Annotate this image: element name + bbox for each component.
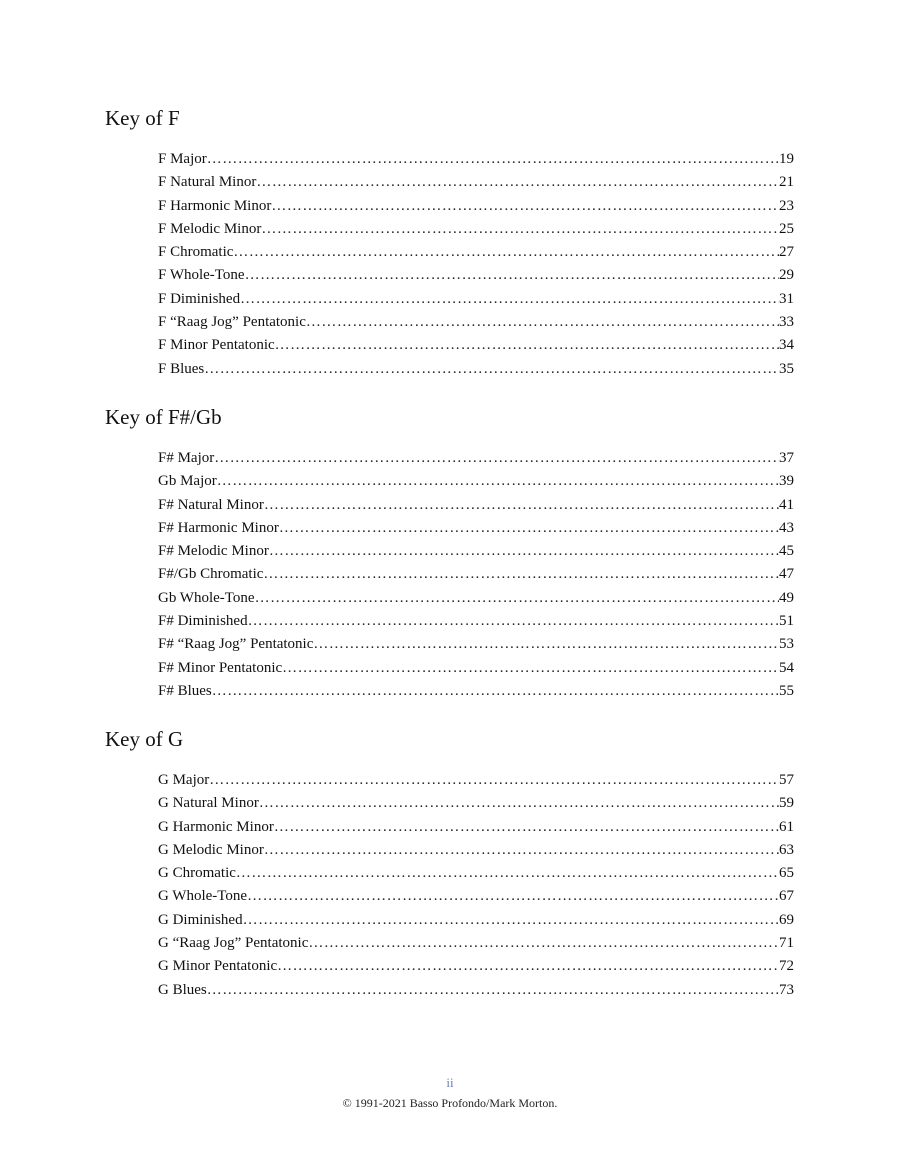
toc-entry-page-number: 63 bbox=[779, 841, 794, 858]
toc-entry-label: F Melodic Minor bbox=[158, 220, 262, 237]
toc-entry bbox=[158, 862, 794, 885]
toc-entry-label: F# “Raag Jog” Pentatonic bbox=[158, 636, 314, 653]
toc-entry-page-number: 61 bbox=[779, 818, 794, 835]
dot-leader bbox=[306, 311, 779, 334]
toc-entry-page-number: 23 bbox=[779, 197, 794, 214]
toc-entry bbox=[158, 148, 794, 171]
toc-entry-label: F Natural Minor bbox=[158, 174, 257, 191]
section-title: Key of F#/Gb bbox=[105, 405, 222, 429]
toc-entry-label: F# Major bbox=[158, 450, 215, 466]
dot-leader bbox=[308, 932, 779, 955]
dot-leader bbox=[243, 909, 779, 932]
dot-leader bbox=[207, 148, 779, 171]
toc-entry-page-number: 51 bbox=[779, 613, 794, 630]
toc-entry-page-number: 21 bbox=[779, 174, 794, 191]
copyright-notice: © 1991-2021 Basso Profondo/Mark Morton. bbox=[342, 1096, 558, 1110]
dot-leader bbox=[277, 955, 779, 978]
toc-entry-page-number: 29 bbox=[779, 267, 794, 284]
toc-entry-label: F# Harmonic Minor bbox=[158, 519, 279, 536]
toc-entry bbox=[158, 517, 794, 540]
toc-entry bbox=[158, 171, 794, 194]
toc-entry bbox=[158, 979, 794, 1002]
toc-entry bbox=[158, 769, 794, 792]
dot-leader bbox=[212, 680, 779, 703]
toc-entry-page-number: 34 bbox=[779, 337, 794, 354]
toc-entry bbox=[158, 288, 794, 311]
toc-entry-page-number: 72 bbox=[779, 958, 794, 975]
toc-entry-label: F# Diminished bbox=[158, 613, 248, 630]
toc-entry bbox=[158, 932, 794, 955]
dot-leader bbox=[282, 657, 779, 680]
dot-leader bbox=[313, 633, 779, 656]
section-title: Key of G bbox=[105, 727, 184, 751]
toc-entry-page-number: 45 bbox=[779, 543, 794, 560]
toc-entry bbox=[158, 540, 794, 563]
dot-leader bbox=[256, 171, 779, 194]
toc-entry-label: F Harmonic Minor bbox=[158, 197, 272, 214]
toc-entry bbox=[158, 311, 794, 334]
toc-entry bbox=[158, 816, 794, 839]
dot-leader bbox=[233, 241, 779, 264]
dot-leader bbox=[217, 470, 779, 493]
toc-entry-label: G Minor Pentatonic bbox=[158, 958, 278, 975]
toc-entry bbox=[158, 334, 794, 357]
toc-list bbox=[158, 148, 794, 381]
toc-entry bbox=[158, 470, 794, 493]
toc-entry bbox=[158, 792, 794, 815]
toc-entry-label: F Major bbox=[158, 151, 207, 167]
dot-leader bbox=[274, 816, 779, 839]
toc-entry-label: G Melodic Minor bbox=[158, 841, 264, 858]
toc-entry-page-number: 33 bbox=[779, 314, 794, 331]
dot-leader bbox=[209, 769, 779, 792]
toc-entry-label: F Minor Pentatonic bbox=[158, 337, 275, 354]
toc-entry-page-number: 69 bbox=[779, 911, 794, 928]
toc-entry-page-number: 57 bbox=[779, 772, 794, 788]
toc-entry-page-number: 37 bbox=[779, 450, 794, 466]
toc-entry bbox=[158, 657, 794, 680]
toc-entry-label: F Diminished bbox=[158, 290, 241, 307]
toc-entry-label: F# Blues bbox=[158, 682, 212, 699]
dot-leader bbox=[259, 792, 779, 815]
toc-entry bbox=[158, 358, 794, 381]
toc-list bbox=[158, 769, 794, 1002]
toc-entry-page-number: 53 bbox=[779, 636, 794, 653]
dot-leader bbox=[269, 540, 779, 563]
dot-leader bbox=[248, 610, 779, 633]
dot-leader bbox=[240, 288, 779, 311]
toc-entry-label: F# Natural Minor bbox=[158, 496, 264, 513]
toc-entry bbox=[158, 494, 794, 517]
toc-entry bbox=[158, 839, 794, 862]
section-title: Key of F bbox=[105, 106, 180, 130]
dot-leader bbox=[236, 862, 779, 885]
toc-entry-page-number: 27 bbox=[779, 244, 794, 261]
toc-entry-page-number: 59 bbox=[779, 795, 794, 812]
toc-entry-page-number: 19 bbox=[779, 151, 794, 167]
toc-entry-label: F# Melodic Minor bbox=[158, 543, 269, 560]
toc-entry-page-number: 43 bbox=[779, 519, 794, 536]
toc-entry-page-number: 35 bbox=[779, 360, 794, 377]
toc-entry bbox=[158, 885, 794, 908]
toc-entry-page-number: 71 bbox=[779, 935, 794, 952]
toc-entry bbox=[158, 563, 794, 586]
toc-entry bbox=[158, 680, 794, 703]
page-number: ii bbox=[446, 1075, 454, 1090]
toc-entry bbox=[158, 241, 794, 264]
dot-leader bbox=[264, 494, 779, 517]
dot-leader bbox=[263, 563, 779, 586]
toc-entry-label: G Natural Minor bbox=[158, 795, 259, 812]
toc-entry-page-number: 31 bbox=[779, 290, 794, 307]
dot-leader bbox=[204, 358, 779, 381]
toc-entry-page-number: 47 bbox=[779, 566, 794, 583]
toc-entry bbox=[158, 610, 794, 633]
toc-entry-page-number: 39 bbox=[779, 473, 794, 490]
toc-entry bbox=[158, 264, 794, 287]
dot-leader bbox=[214, 447, 779, 470]
toc-entry-label: G Blues bbox=[158, 981, 207, 998]
dot-leader bbox=[247, 885, 779, 908]
toc-entry-label: G Chromatic bbox=[158, 865, 236, 882]
dot-leader bbox=[264, 839, 779, 862]
toc-entry-page-number: 41 bbox=[779, 496, 794, 513]
toc-entry-label: G Diminished bbox=[158, 911, 243, 928]
toc-entry-label: F “Raag Jog” Pentatonic bbox=[158, 314, 306, 331]
toc-entry-page-number: 65 bbox=[779, 865, 794, 882]
toc-entry-label: Gb Major bbox=[158, 473, 217, 490]
dot-leader bbox=[255, 587, 779, 610]
toc-entry bbox=[158, 587, 794, 610]
dot-leader bbox=[279, 517, 779, 540]
toc-entry-label: F Whole-Tone bbox=[158, 267, 245, 284]
dot-leader bbox=[271, 195, 779, 218]
toc-entry-label: G Whole-Tone bbox=[158, 888, 248, 905]
toc-entry bbox=[158, 955, 794, 978]
toc-entry-label: F#/Gb Chromatic bbox=[158, 566, 264, 583]
toc-entry-label: G Harmonic Minor bbox=[158, 818, 274, 835]
toc-entry-label: F Blues bbox=[158, 360, 205, 377]
toc-entry bbox=[158, 218, 794, 241]
toc-entry-label: G Major bbox=[158, 772, 210, 788]
toc-entry-page-number: 25 bbox=[779, 220, 794, 237]
toc-entry-page-number: 54 bbox=[779, 659, 794, 676]
toc-list bbox=[158, 447, 794, 703]
toc-entry-page-number: 49 bbox=[779, 589, 794, 606]
toc-entry bbox=[158, 909, 794, 932]
toc-entry-label: G “Raag Jog” Pentatonic bbox=[158, 935, 309, 952]
toc-entry-label: F Chromatic bbox=[158, 244, 234, 261]
toc-entry bbox=[158, 633, 794, 656]
toc-entry-label: Gb Whole-Tone bbox=[158, 589, 255, 606]
toc-entry-label: F# Minor Pentatonic bbox=[158, 659, 283, 676]
dot-leader bbox=[245, 264, 779, 287]
toc-entry bbox=[158, 447, 794, 470]
toc-entry-page-number: 73 bbox=[779, 981, 794, 998]
toc-entry-page-number: 55 bbox=[779, 682, 794, 699]
dot-leader bbox=[261, 218, 779, 241]
toc-entry-page-number: 67 bbox=[779, 888, 794, 905]
toc-entry bbox=[158, 195, 794, 218]
dot-leader bbox=[275, 334, 779, 357]
dot-leader bbox=[207, 979, 779, 1002]
